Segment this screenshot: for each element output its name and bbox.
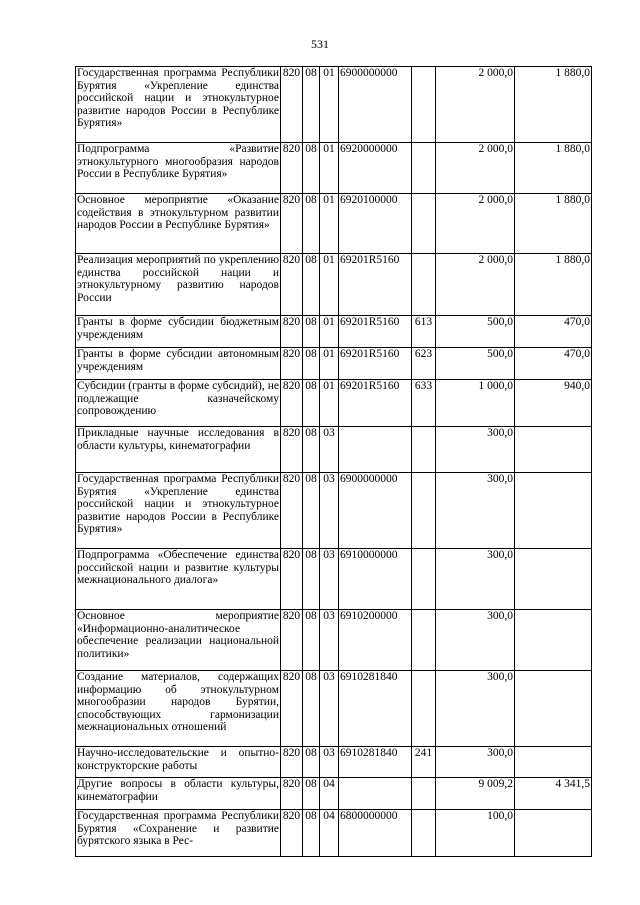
target-item-code: 6920000000 xyxy=(339,143,412,194)
expense-type-code: 633 xyxy=(412,380,436,427)
expense-type-code xyxy=(412,194,436,254)
subsection-code: 01 xyxy=(320,67,339,143)
table-row xyxy=(76,143,592,194)
ministry-code: 820 xyxy=(281,254,303,316)
amount-executed: 470,0 xyxy=(515,348,592,380)
row-name: Основное мероприятие «Оказание содействия в этнокультурном развитии народов России в Республике Бурятия» xyxy=(76,194,281,254)
row-name: Субсидии (гранты в форме субсидий), не подлежащие казначейскому сопровождению xyxy=(76,380,281,427)
amount-executed: 1 880,0 xyxy=(515,254,592,316)
section-code: 08 xyxy=(303,143,320,194)
subsection-code: 01 xyxy=(320,143,339,194)
amount-approved: 300,0 xyxy=(436,427,515,473)
subsection-code: 01 xyxy=(320,194,339,254)
amount-approved: 300,0 xyxy=(436,473,515,549)
subsection-code: 03 xyxy=(320,671,339,747)
budget-table xyxy=(75,66,592,857)
amount-executed xyxy=(515,610,592,671)
subsection-code: 04 xyxy=(320,778,339,810)
amount-executed xyxy=(515,473,592,549)
row-name: Создание материалов, содержащих информацию об этнокультурном многообразии народов Бурятии, способствующих гармонизации межнациональных отношений xyxy=(76,671,281,747)
amount-executed: 4 341,5 xyxy=(515,778,592,810)
expense-type-code xyxy=(412,473,436,549)
target-item-code: 69201R5160 xyxy=(339,316,412,348)
section-code: 08 xyxy=(303,254,320,316)
target-item-code: 6910200000 xyxy=(339,610,412,671)
expense-type-code xyxy=(412,610,436,671)
target-item-code: 69201R5160 xyxy=(339,254,412,316)
subsection-code: 04 xyxy=(320,810,339,857)
target-item-code: 6910281840 xyxy=(339,747,412,778)
ministry-code: 820 xyxy=(281,143,303,194)
section-code: 08 xyxy=(303,427,320,473)
target-item-code xyxy=(339,427,412,473)
subsection-code: 03 xyxy=(320,747,339,778)
section-code: 08 xyxy=(303,348,320,380)
row-name: Подпрограмма «Развитие этнокультурного многообразия народов России в Республике Бурятия» xyxy=(76,143,281,194)
amount-approved: 500,0 xyxy=(436,348,515,380)
amount-approved: 9 009,2 xyxy=(436,778,515,810)
section-code: 08 xyxy=(303,549,320,610)
target-item-code: 6910000000 xyxy=(339,549,412,610)
row-name: Прикладные научные исследования в области культуры, кинематографии xyxy=(76,427,281,473)
amount-executed: 1 880,0 xyxy=(515,194,592,254)
ministry-code: 820 xyxy=(281,473,303,549)
table-row xyxy=(76,194,592,254)
target-item-code: 69201R5160 xyxy=(339,348,412,380)
target-item-code: 6900000000 xyxy=(339,67,412,143)
expense-type-code xyxy=(412,254,436,316)
row-name: Реализация мероприятий по укреплению единства российской нации и этнокультурному развитию народов России xyxy=(76,254,281,316)
table-row xyxy=(76,671,592,747)
amount-executed: 470,0 xyxy=(515,316,592,348)
expense-type-code xyxy=(412,778,436,810)
amount-executed xyxy=(515,671,592,747)
row-name: Другие вопросы в области культуры, кинематографии xyxy=(76,778,281,810)
section-code: 08 xyxy=(303,380,320,427)
amount-executed xyxy=(515,810,592,857)
section-code: 08 xyxy=(303,67,320,143)
section-code: 08 xyxy=(303,194,320,254)
target-item-code xyxy=(339,778,412,810)
amount-executed: 1 880,0 xyxy=(515,143,592,194)
table-row xyxy=(76,747,592,778)
section-code: 08 xyxy=(303,316,320,348)
ministry-code: 820 xyxy=(281,316,303,348)
section-code: 08 xyxy=(303,671,320,747)
amount-approved: 2 000,0 xyxy=(436,67,515,143)
subsection-code: 03 xyxy=(320,549,339,610)
ministry-code: 820 xyxy=(281,348,303,380)
section-code: 08 xyxy=(303,810,320,857)
row-name: Государственная программа Республики Бурятия «Укрепление единства российской нации и этнокультурное развитие народов России в Республике Бурятия» xyxy=(76,67,281,143)
amount-approved: 300,0 xyxy=(436,671,515,747)
table-row xyxy=(76,778,592,810)
ministry-code: 820 xyxy=(281,427,303,473)
amount-executed xyxy=(515,549,592,610)
ministry-code: 820 xyxy=(281,549,303,610)
ministry-code: 820 xyxy=(281,778,303,810)
subsection-code: 03 xyxy=(320,473,339,549)
target-item-code: 6920100000 xyxy=(339,194,412,254)
table-row xyxy=(76,473,592,549)
section-code: 08 xyxy=(303,747,320,778)
row-name: Государственная программа Республики Бурятия «Укрепление единства российской нации и этнокультурное развитие народов России в Республике Бурятия» xyxy=(76,473,281,549)
ministry-code: 820 xyxy=(281,610,303,671)
amount-approved: 500,0 xyxy=(436,316,515,348)
table-row xyxy=(76,549,592,610)
subsection-code: 03 xyxy=(320,610,339,671)
subsection-code: 01 xyxy=(320,254,339,316)
amount-approved: 2 000,0 xyxy=(436,194,515,254)
amount-approved: 2 000,0 xyxy=(436,143,515,194)
target-item-code: 69201R5160 xyxy=(339,380,412,427)
target-item-code: 6900000000 xyxy=(339,473,412,549)
table-row xyxy=(76,348,592,380)
expense-type-code xyxy=(412,810,436,857)
target-item-code: 6910281840 xyxy=(339,671,412,747)
section-code: 08 xyxy=(303,473,320,549)
section-code: 08 xyxy=(303,778,320,810)
row-name: Гранты в форме субсидии автономным учреждениям xyxy=(76,348,281,380)
ministry-code: 820 xyxy=(281,194,303,254)
subsection-code: 01 xyxy=(320,348,339,380)
expense-type-code: 623 xyxy=(412,348,436,380)
expense-type-code xyxy=(412,67,436,143)
table-row xyxy=(76,427,592,473)
expense-type-code xyxy=(412,671,436,747)
table-row xyxy=(76,810,592,857)
expense-type-code xyxy=(412,549,436,610)
section-code: 08 xyxy=(303,610,320,671)
amount-approved: 1 000,0 xyxy=(436,380,515,427)
ministry-code: 820 xyxy=(281,810,303,857)
amount-approved: 300,0 xyxy=(436,549,515,610)
amount-executed: 940,0 xyxy=(515,380,592,427)
row-name: Гранты в форме субсидии бюджетным учреждениям xyxy=(76,316,281,348)
expense-type-code xyxy=(412,427,436,473)
ministry-code: 820 xyxy=(281,380,303,427)
subsection-code: 01 xyxy=(320,316,339,348)
ministry-code: 820 xyxy=(281,747,303,778)
row-name: Подпрограмма «Обеспечение единства российской нации и развитие культуры межнационального диалога» xyxy=(76,549,281,610)
amount-approved: 300,0 xyxy=(436,747,515,778)
expense-type-code: 613 xyxy=(412,316,436,348)
ministry-code: 820 xyxy=(281,67,303,143)
amount-executed xyxy=(515,427,592,473)
ministry-code: 820 xyxy=(281,671,303,747)
amount-executed xyxy=(515,747,592,778)
amount-executed: 1 880,0 xyxy=(515,67,592,143)
table-row xyxy=(76,254,592,316)
subsection-code: 03 xyxy=(320,427,339,473)
table-row xyxy=(76,316,592,348)
expense-type-code xyxy=(412,143,436,194)
row-name: Научно-исследовательские и опытно-конструкторские работы xyxy=(76,747,281,778)
table-row xyxy=(76,380,592,427)
expense-type-code: 241 xyxy=(412,747,436,778)
table-row xyxy=(76,610,592,671)
table-row xyxy=(76,67,592,143)
page-number: 531 xyxy=(311,37,329,51)
row-name: Государственная программа Республики Бурятия «Сохранение и развитие бурятского языка в Рес- xyxy=(76,810,281,857)
row-name: Основное мероприятие «Информационно-аналитическое обеспечение реализации национальной политики» xyxy=(76,610,281,671)
target-item-code: 6800000000 xyxy=(339,810,412,857)
subsection-code: 01 xyxy=(320,380,339,427)
amount-approved: 300,0 xyxy=(436,610,515,671)
amount-approved: 100,0 xyxy=(436,810,515,857)
amount-approved: 2 000,0 xyxy=(436,254,515,316)
